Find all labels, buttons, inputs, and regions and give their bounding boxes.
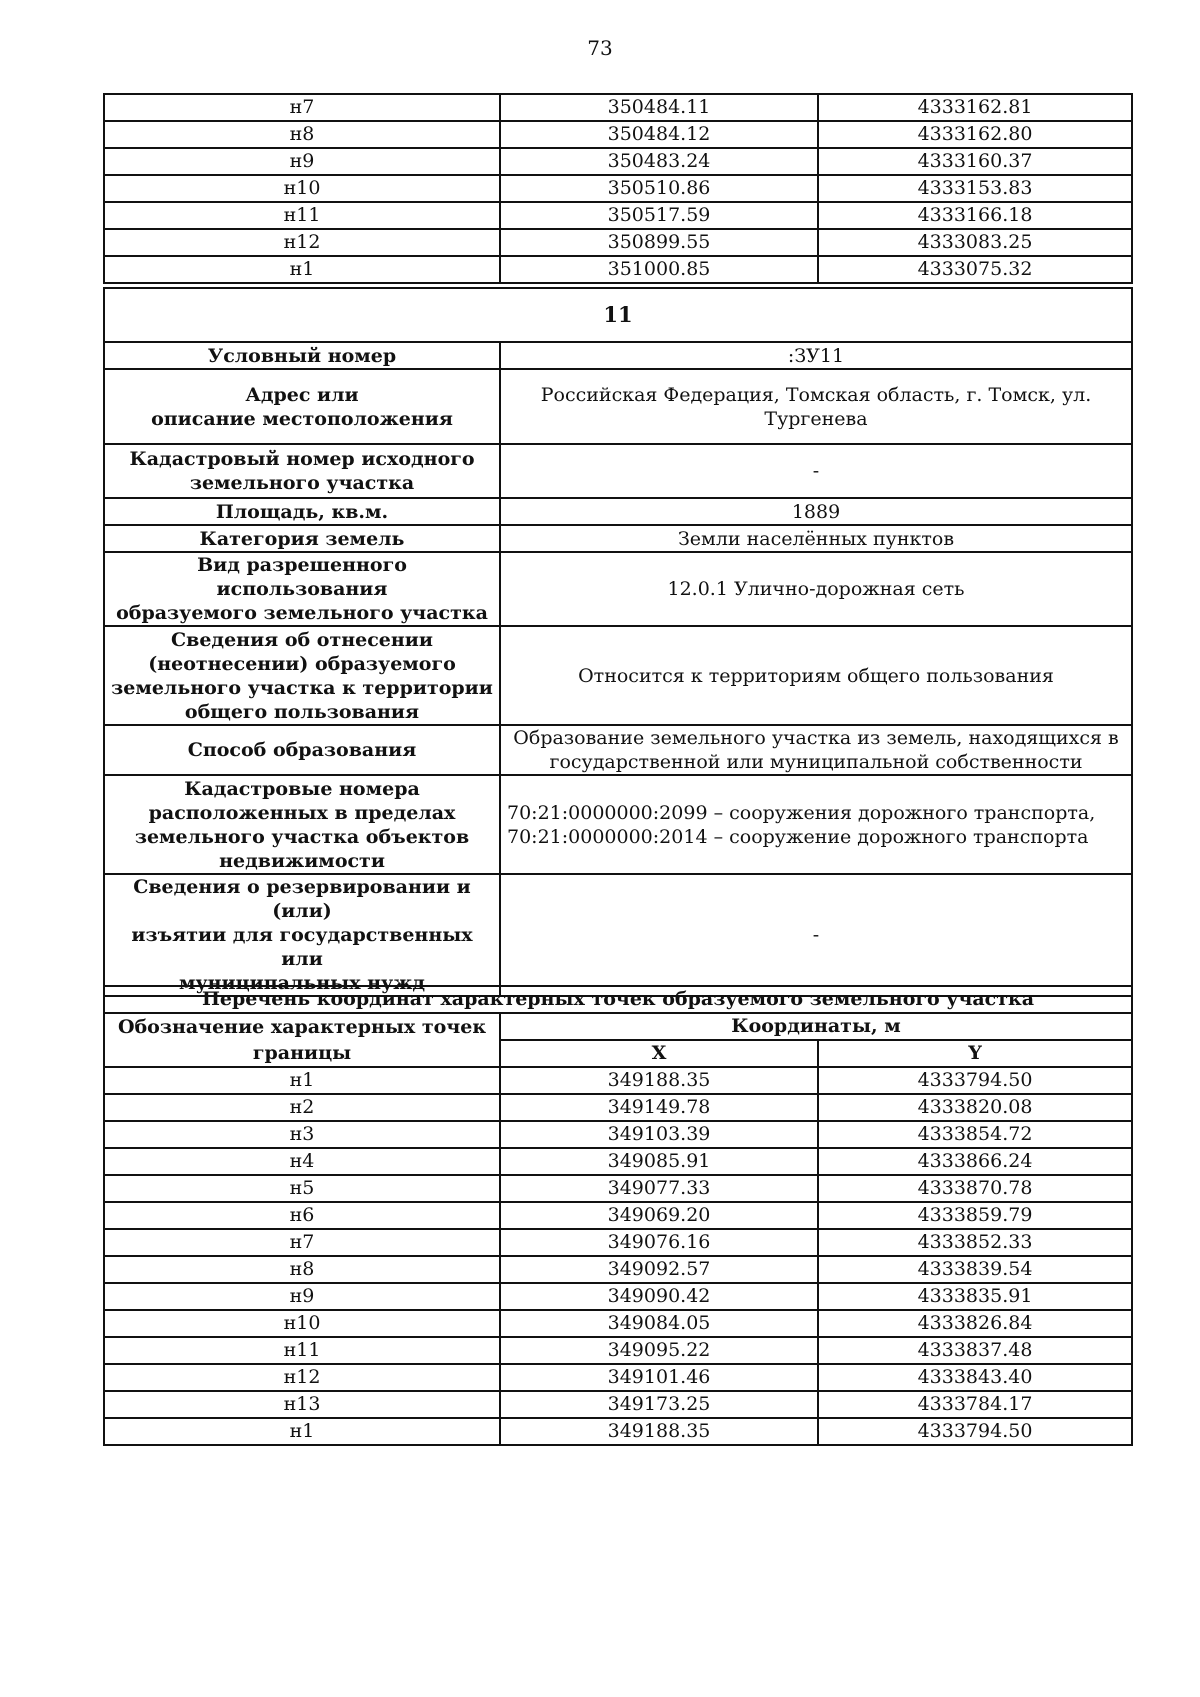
y-value: 4333835.91 [818, 1283, 1132, 1310]
x-value: 349092.57 [500, 1256, 818, 1283]
plot-info-row [104, 525, 1132, 552]
y-value: 4333162.80 [818, 121, 1132, 148]
x-value: 351000.85 [500, 256, 818, 283]
point-name: н5 [104, 1175, 500, 1202]
point-name: н8 [104, 1256, 500, 1283]
point-name: н10 [104, 1310, 500, 1337]
plot-info-row [104, 775, 1132, 874]
y-value: 4333826.84 [818, 1310, 1132, 1337]
plot-field-label: Адрес или описание местоположения [104, 369, 500, 444]
plot-field-value: 1889 [500, 498, 1132, 525]
table-row [104, 1256, 1132, 1283]
y-value: 4333162.81 [818, 94, 1132, 121]
y-value: 4333083.25 [818, 229, 1132, 256]
table-row [104, 121, 1132, 148]
point-name: н11 [104, 202, 500, 229]
table-row [104, 202, 1132, 229]
point-name: н8 [104, 121, 500, 148]
table-row [104, 1121, 1132, 1148]
plot-field-value: Относится к территориям общего пользования [500, 626, 1132, 725]
plot-field-label: Площадь, кв.м. [104, 498, 500, 525]
x-value: 350484.12 [500, 121, 818, 148]
plot-field-value: Образование земельного участка из земель, находящихся в государственной или муниципальной собственности [500, 725, 1132, 775]
table-row [104, 1283, 1132, 1310]
y-value: 4333153.83 [818, 175, 1132, 202]
table-row [104, 1094, 1132, 1121]
page-number: 73 [587, 36, 613, 60]
plot-info-row [104, 725, 1132, 775]
table-row [104, 175, 1132, 202]
table-row [104, 1148, 1132, 1175]
y-value: 4333794.50 [818, 1067, 1132, 1094]
plot-field-value: :ЗУ11 [500, 342, 1132, 369]
table-row [104, 1175, 1132, 1202]
x-value: 350517.59 [500, 202, 818, 229]
point-name: н7 [104, 1229, 500, 1256]
plot-field-label: Кадастровый номер исходного земельного участка [104, 444, 500, 498]
table-row [104, 256, 1132, 283]
x-value: 349149.78 [500, 1094, 818, 1121]
plot-info-row [104, 874, 1132, 996]
coordinates-column-header: Координаты, м [500, 1013, 1132, 1040]
plot-field-label: Условный номер [104, 342, 500, 369]
x-value: 349188.35 [500, 1418, 818, 1445]
y-value: 4333837.48 [818, 1337, 1132, 1364]
x-value: 350510.86 [500, 175, 818, 202]
point-name: н3 [104, 1121, 500, 1148]
y-value: 4333866.24 [818, 1148, 1132, 1175]
point-name: н2 [104, 1094, 500, 1121]
plot-info-table [103, 287, 1133, 997]
y-value: 4333820.08 [818, 1094, 1132, 1121]
y-value: 4333854.72 [818, 1121, 1132, 1148]
plot-field-value: Российская Федерация, Томская область, г. Томск, ул. Тургенева [500, 369, 1132, 444]
table-row [104, 1364, 1132, 1391]
plot-field-value: - [500, 874, 1132, 996]
x-value: 350484.11 [500, 94, 818, 121]
y-value: 4333852.33 [818, 1229, 1132, 1256]
x-value: 349173.25 [500, 1391, 818, 1418]
point-name: н1 [104, 1067, 500, 1094]
top-coordinates-table [103, 93, 1133, 284]
y-value: 4333794.50 [818, 1418, 1132, 1445]
plot-field-label: Вид разрешенного использования образуемого земельного участка [104, 552, 500, 626]
plot-field-value: 12.0.1 Улично-дорожная сеть [500, 552, 1132, 626]
coordinates-section-title: Перечень координат характерных точек образуемого земельного участка [104, 986, 1132, 1013]
point-name: н13 [104, 1391, 500, 1418]
x-column-header: X [500, 1040, 818, 1067]
y-value: 4333839.54 [818, 1256, 1132, 1283]
point-name: н9 [104, 148, 500, 175]
point-name: н6 [104, 1202, 500, 1229]
point-name: н11 [104, 1337, 500, 1364]
table-row [104, 148, 1132, 175]
y-value: 4333075.32 [818, 256, 1132, 283]
x-value: 349095.22 [500, 1337, 818, 1364]
plot-info-row [104, 369, 1132, 444]
table-row [104, 1310, 1132, 1337]
plot-info-row [104, 552, 1132, 626]
x-value: 349188.35 [500, 1067, 818, 1094]
table-row [104, 1337, 1132, 1364]
table-row [104, 1067, 1132, 1094]
x-value: 349101.46 [500, 1364, 818, 1391]
point-name: н4 [104, 1148, 500, 1175]
coordinates-table [103, 985, 1133, 1446]
table-row [104, 1391, 1132, 1418]
point-name: н7 [104, 94, 500, 121]
plot-field-label: Способ образования [104, 725, 500, 775]
point-name: н10 [104, 175, 500, 202]
x-value: 349103.39 [500, 1121, 818, 1148]
y-value: 4333843.40 [818, 1364, 1132, 1391]
plot-number: 11 [104, 288, 1132, 342]
plot-info-row [104, 626, 1132, 725]
table-row [104, 229, 1132, 256]
point-name: н12 [104, 1364, 500, 1391]
y-value: 4333859.79 [818, 1202, 1132, 1229]
x-value: 350899.55 [500, 229, 818, 256]
point-name: н9 [104, 1283, 500, 1310]
table-row [104, 94, 1132, 121]
point-name: н1 [104, 1418, 500, 1445]
table-row [104, 1229, 1132, 1256]
x-value: 349084.05 [500, 1310, 818, 1337]
plot-info-row [104, 444, 1132, 498]
plot-field-label: Категория земель [104, 525, 500, 552]
y-value: 4333784.17 [818, 1391, 1132, 1418]
plot-field-value: Земли населённых пунктов [500, 525, 1132, 552]
x-value: 349076.16 [500, 1229, 818, 1256]
y-value: 4333166.18 [818, 202, 1132, 229]
plot-field-value: - [500, 444, 1132, 498]
plot-field-value: 70:21:0000000:2099 – сооружения дорожного транспорта, 70:21:0000000:2014 – сооружение дорожного транспорта [500, 775, 1132, 874]
x-value: 350483.24 [500, 148, 818, 175]
y-value: 4333160.37 [818, 148, 1132, 175]
plot-field-label: Сведения об отнесении (неотнесении) образуемого земельного участка к территории общего пользования [104, 626, 500, 725]
x-value: 349090.42 [500, 1283, 818, 1310]
plot-field-label: Сведения о резервировании и (или) изъятии для государственных или муниципальных нужд [104, 874, 500, 996]
x-value: 349069.20 [500, 1202, 818, 1229]
table-row [104, 1202, 1132, 1229]
x-value: 349085.91 [500, 1148, 818, 1175]
point-name: н1 [104, 256, 500, 283]
plot-info-row [104, 342, 1132, 369]
y-column-header: Y [818, 1040, 1132, 1067]
plot-field-label: Кадастровые номера расположенных в пределах земельного участка объектов недвижимости [104, 775, 500, 874]
plot-info-row [104, 498, 1132, 525]
points-column-header: Обозначение характерных точек границы [104, 1013, 500, 1067]
x-value: 349077.33 [500, 1175, 818, 1202]
point-name: н12 [104, 229, 500, 256]
y-value: 4333870.78 [818, 1175, 1132, 1202]
table-row [104, 1418, 1132, 1445]
